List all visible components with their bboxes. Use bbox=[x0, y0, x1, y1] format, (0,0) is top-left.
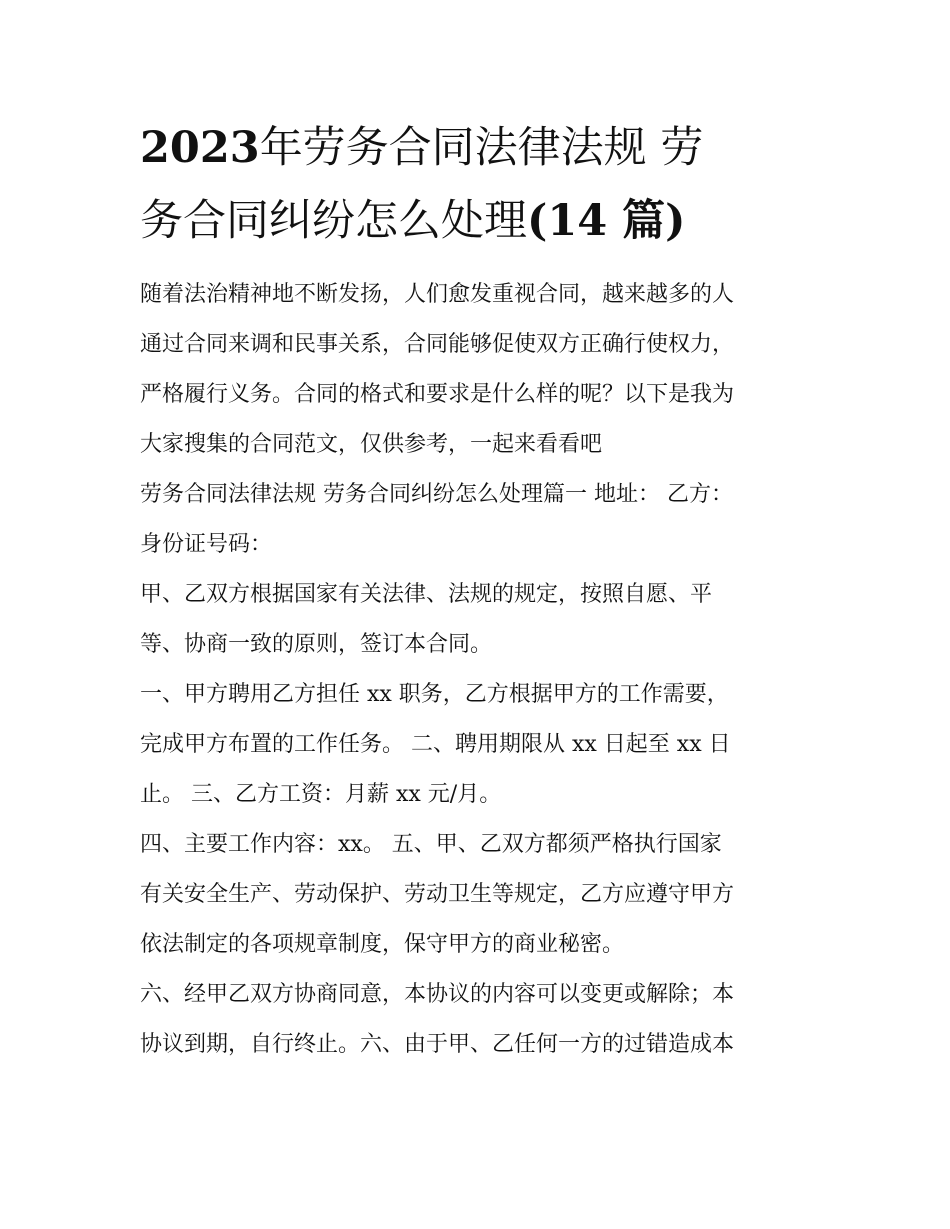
intro-paragraph bbox=[140, 270, 812, 470]
text-line: 等、协商一致的原则，签订本合同。 bbox=[140, 632, 493, 657]
text-line: 随着法治精神地不断发扬，人们愈发重视合同，越来越多的人 bbox=[140, 282, 735, 307]
text-line: 四、主要工作内容：xx。 五、甲、乙双方都须严格执行国家 bbox=[140, 832, 722, 857]
preamble-paragraph bbox=[140, 570, 812, 670]
text-line: 依法制定的各项规章制度，保守甲方的商业秘密。 bbox=[140, 932, 625, 957]
title-line bbox=[140, 185, 812, 258]
title-text: 年劳务合同法律法规 劳 bbox=[259, 123, 704, 173]
clause-paragraph bbox=[140, 820, 812, 970]
text-line: 止。 三、乙方工资：月薪 xx 元/月。 bbox=[140, 782, 502, 807]
text-line: 通过合同来调和民事关系，合同能够促使双方正确行使权力， bbox=[140, 332, 735, 357]
title-line bbox=[140, 112, 812, 185]
text-line: 劳务合同法律法规 劳务合同纠纷怎么处理篇一 地址： 乙方： bbox=[140, 482, 733, 507]
clause-paragraph bbox=[140, 670, 812, 820]
text-line: 一、甲方聘用乙方担任 xx 职务，乙方根据甲方的工作需要， bbox=[140, 682, 729, 707]
text-line: 完成甲方布置的工作任务。 二、聘用期限从 xx 日起至 xx 日 bbox=[140, 732, 731, 757]
text-line: 身份证号码： bbox=[140, 532, 273, 557]
text-line: 严格履行义务。合同的格式和要求是什么样的呢？以下是我为 bbox=[140, 382, 735, 407]
text-line: 有关安全生产、劳动保护、劳动卫生等规定，乙方应遵守甲方 bbox=[140, 882, 735, 907]
text-line: 六、经甲乙双方协商同意，本协议的内容可以变更或解除；本 bbox=[140, 982, 735, 1007]
text-line: 协议到期，自行终止。六、由于甲、乙任何一方的过错造成本 bbox=[140, 1032, 735, 1057]
text-line: 甲、乙双方根据国家有关法律、法规的规定，按照自愿、平 bbox=[140, 582, 713, 607]
title-year: 2023 bbox=[140, 123, 260, 173]
title-count: (14 bbox=[527, 196, 608, 246]
document-body bbox=[140, 112, 812, 1070]
title-count-suffix: 篇) bbox=[607, 196, 686, 246]
title-text: 务合同纠纷怎么处理 bbox=[140, 196, 527, 246]
document-title bbox=[140, 112, 812, 258]
text-line: 大家搜集的合同范文，仅供参考，一起来看看吧 bbox=[140, 432, 603, 457]
section-heading-paragraph bbox=[140, 470, 812, 570]
clause-paragraph bbox=[140, 970, 812, 1070]
